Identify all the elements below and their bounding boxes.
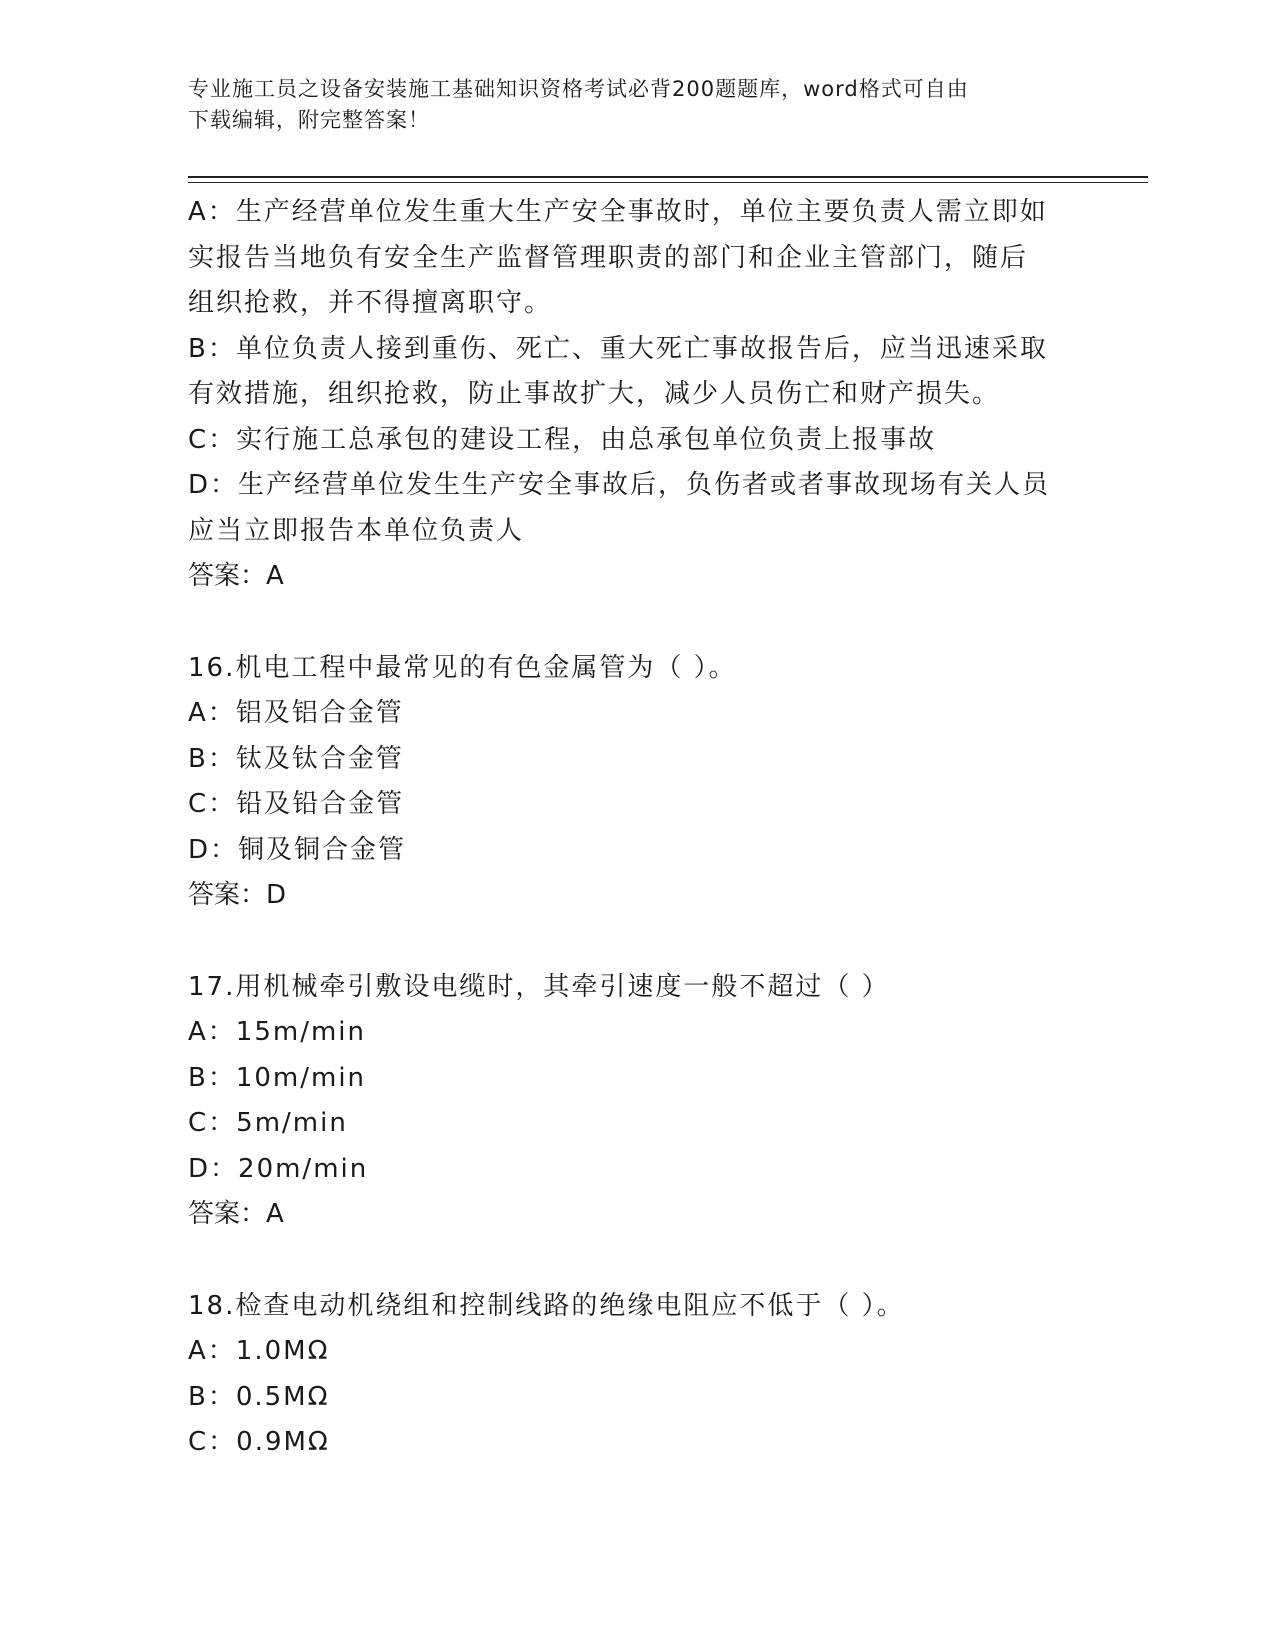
spacer: [188, 1238, 1088, 1284]
header-line-1: 专业施工员之设备安装施工基础知识资格考试必背200题题库，word格式可自由: [188, 77, 969, 101]
q18-option-b: B：0.5MΩ: [188, 1381, 330, 1412]
q15-option-c: C：实行施工总承包的建设工程，由总承包单位负责上报事故: [188, 424, 937, 455]
q15-option-b-line-1: B：单位负责人接到重伤、死亡、重大死亡事故报告后，应当迅速采取: [188, 333, 1048, 364]
question-18-block: [188, 1284, 1088, 1466]
q16-answer: 答案：D: [188, 880, 287, 910]
q16-option-c: C：铅及铅合金管: [188, 789, 405, 819]
question-17-block: [188, 965, 1088, 1238]
q17-question: 17.用机械牵引敷设电缆时，其牵引速度一般不超过（ ）: [188, 971, 890, 1002]
spacer: [188, 600, 1088, 646]
header-line-2: 下载编辑，附完整答案！: [188, 108, 430, 132]
q17-option-a: A：15m/min: [188, 1017, 366, 1047]
q18-option-a: A：1.0MΩ: [188, 1336, 330, 1366]
q17-option-b: B：10m/min: [188, 1062, 367, 1093]
q15-option-d-line-1: D：生产经营单位发生生产安全事故后，负伤者或者事故现场有关人员: [188, 470, 1051, 500]
q17-answer: 答案：A: [188, 1199, 284, 1229]
q16-question: 16.机电工程中最常见的有色金属管为（ ）。: [188, 652, 737, 683]
spacer: [188, 919, 1088, 965]
q17-option-d: D：20m/min: [188, 1153, 369, 1184]
q17-option-c: C：5m/min: [188, 1108, 348, 1138]
header-rule-thin: [188, 182, 1148, 183]
q15-option-d-line-2: 应当立即报告本单位负责人: [188, 515, 525, 546]
q16-option-d: D：铜及铜合金管: [188, 834, 407, 865]
header-rule-thick: [188, 176, 1148, 178]
q15-answer: 答案：A: [188, 561, 284, 591]
question-list: [188, 190, 1088, 1466]
q15-option-b-line-2: 有效措施，组织抢救，防止事故扩大，减少人员伤亡和财产损失。: [188, 379, 1001, 409]
q18-option-c: C：0.9MΩ: [188, 1427, 330, 1457]
document-header: [188, 74, 1088, 136]
q15-option-a-line-3: 组织抢救，并不得擅离职守。: [188, 288, 553, 318]
question-16-block: [188, 646, 1088, 919]
q15-option-a-line-1: A：生产经营单位发生重大生产安全事故时，单位主要负责人需立即如: [188, 197, 1048, 227]
q18-question: 18.检查电动机绕组和控制线路的绝缘电阻应不低于（ ）。: [188, 1290, 905, 1321]
question-15-block: [188, 190, 1088, 600]
q16-option-b: B：钛及钛合金管: [188, 743, 404, 774]
q15-option-a-line-2: 实报告当地负有安全生产监督管理职责的部门和企业主管部门，随后: [188, 242, 1029, 273]
q16-option-a: A：铝及铝合金管: [188, 698, 404, 728]
